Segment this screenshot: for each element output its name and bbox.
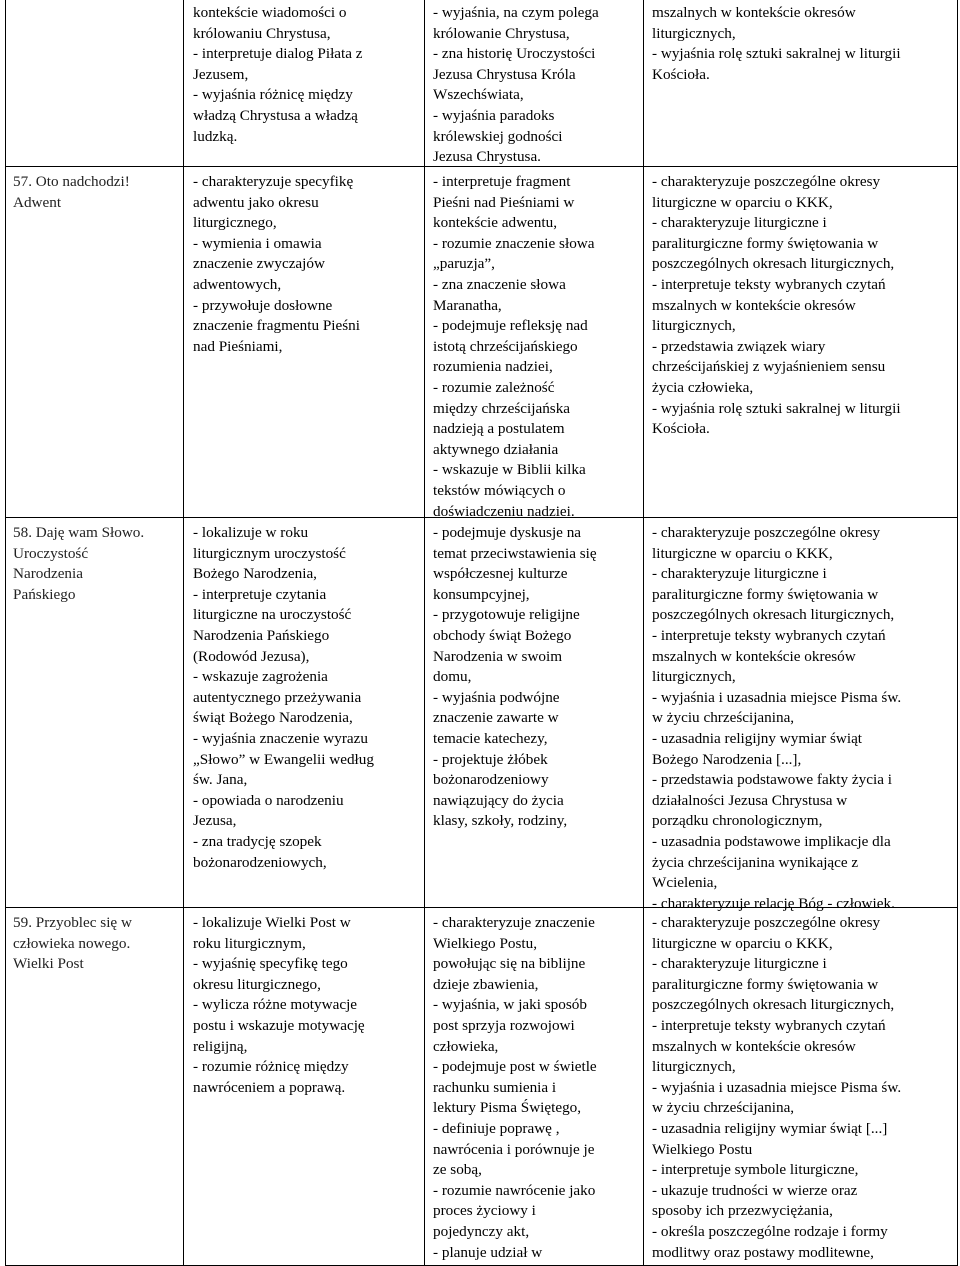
- row-2-requirements-basic: [193, 523, 415, 873]
- text-line: - charakteryzuje poszczególne okresy: [652, 524, 881, 541]
- row-1-requirements-extended: [433, 172, 633, 522]
- text-line: adwentu jako okresu: [193, 193, 319, 211]
- text-line: - interpretuje teksty wybranych czytań: [652, 1016, 886, 1034]
- text-line: poszczególnych okresach liturgicznych,: [652, 996, 895, 1014]
- text-line: istotą chrześcijańskiego: [433, 337, 578, 355]
- text-line: liturgicznych,: [652, 317, 736, 335]
- text-line: człowieka nowego.: [13, 934, 131, 952]
- text-line: okresu liturgicznego,: [193, 975, 321, 993]
- text-line: życia chrześcijanina wynikające z: [652, 853, 859, 871]
- row-3-requirements-extended: [433, 913, 633, 1263]
- text-line: - wyjaśnia rolę sztuki sakralnej w liturgii: [652, 45, 901, 63]
- text-line: Bożego Narodzenia [...],: [652, 750, 802, 768]
- text-line: - interpretuje teksty wybranych czytań: [652, 626, 886, 644]
- row-1-requirements-basic: [193, 172, 415, 357]
- text-line: chrześcijańskiej z wyjaśnieniem sensu: [652, 358, 886, 376]
- row-1-catechism-tasks: [652, 172, 952, 440]
- text-line: nad Pieśniami,: [193, 337, 283, 355]
- text-line: - charakteryzuje specyfikę: [193, 173, 354, 190]
- text-line: Wcielenia,: [652, 874, 718, 892]
- text-line: między chrześcijańska: [433, 399, 571, 417]
- text-line: - wyjaśnia i uzasadnia miejsce Pisma św.: [652, 1078, 902, 1096]
- text-line: obchody świąt Bożego: [433, 626, 572, 644]
- text-line: - planuje udział w: [433, 1243, 543, 1261]
- text-line: Narodzenia: [13, 565, 83, 583]
- text-line: pojedynczy akt,: [433, 1222, 530, 1240]
- row-3-topic: [13, 913, 171, 975]
- text-line: - rozumie nawrócenie jako: [433, 1181, 596, 1199]
- text-line: mszalnych w kontekście okresów: [652, 296, 856, 314]
- text-line: - ukazuje trudności w wierze oraz: [652, 1181, 858, 1199]
- text-line: - wyjaśnię specyfikę tego: [193, 955, 348, 973]
- text-line: znaczenie zawarte w: [433, 709, 559, 727]
- text-line: mszalnych w kontekście okresów: [652, 647, 856, 665]
- text-line: konsumpcyjnej,: [433, 585, 530, 603]
- text-line: Wielki Post: [13, 955, 84, 973]
- text-line: bożonarodzeniowych,: [193, 853, 327, 871]
- text-line: poszczególnych okresach liturgicznych,: [652, 606, 895, 624]
- text-line: Pieśni nad Pieśniami w: [433, 193, 575, 211]
- row-2-catechism-tasks: [652, 523, 952, 914]
- text-line: człowieka,: [433, 1037, 499, 1055]
- text-line: kontekście adwentu,: [433, 214, 557, 232]
- text-line: w życiu chrześcijanina,: [652, 709, 795, 727]
- text-line: w życiu chrześcijanina,: [652, 1099, 795, 1117]
- text-line: autentycznego przeżywania: [193, 688, 362, 706]
- text-line: adwentowych,: [193, 275, 282, 293]
- text-line: - wyjaśnia podwójne: [433, 688, 560, 706]
- row-0-catechism-tasks: [652, 3, 952, 85]
- text-line: Bożego Narodzenia,: [193, 565, 317, 583]
- text-line: - rozumie zależność: [433, 378, 555, 396]
- text-line: - charakteryzuje znaczenie: [433, 914, 595, 931]
- row-2-topic: [13, 523, 171, 605]
- text-line: Narodzenia w swoim: [433, 647, 563, 665]
- text-line: Jezusa Chrystusa.: [433, 148, 541, 166]
- text-line: mszalnych w kontekście okresów: [652, 1037, 856, 1055]
- text-line: władzą Chrystusa a władzą: [193, 106, 358, 124]
- text-line: doświadczeniu nadziei.: [433, 502, 575, 520]
- text-line: - przedstawia związek wiary: [652, 337, 826, 355]
- text-line: bożonarodzeniowy: [433, 771, 549, 789]
- text-line: św. Jana,: [193, 771, 248, 789]
- text-line: lektury Pisma Świętego,: [433, 1099, 582, 1117]
- text-line: 58. Daję wam Słowo.: [13, 524, 145, 541]
- row-0-requirements-extended: [433, 3, 633, 168]
- text-line: „Słowo” w Ewangelii według: [193, 750, 374, 768]
- text-line: - zna historię Uroczystości: [433, 45, 596, 63]
- text-line: - interpretuje dialog Piłata z: [193, 45, 363, 63]
- text-line: Pańskiego: [13, 585, 76, 603]
- text-line: temacie katechezy,: [433, 729, 548, 747]
- text-line: - określa poszczególne rodzaje i formy: [652, 1222, 888, 1240]
- text-line: świąt Bożego Narodzenia,: [193, 709, 353, 727]
- text-line: - podejmuje post w świetle: [433, 1058, 597, 1076]
- text-line: liturgiczne w oparciu o KKK,: [652, 193, 833, 211]
- text-line: życia człowieka,: [652, 378, 754, 396]
- text-line: - przygotowuje religijne: [433, 606, 580, 624]
- text-line: - charakteryzuje relację Bóg - człowiek.: [652, 894, 895, 912]
- text-line: Jezusa,: [193, 812, 237, 830]
- text-line: modlitwy oraz postawy modlitewne,: [652, 1243, 874, 1261]
- text-line: ludzką.: [193, 127, 238, 145]
- text-line: - zna tradycję szopek: [193, 832, 322, 850]
- column-divider: [183, 0, 184, 1266]
- text-line: - projektuje żłóbek: [433, 750, 548, 768]
- text-line: mszalnych w kontekście okresów: [652, 4, 856, 21]
- text-line: - wylicza różne motywacje: [193, 996, 358, 1014]
- text-line: - charakteryzuje liturgiczne i: [652, 565, 827, 583]
- text-line: - charakteryzuje poszczególne okresy: [652, 173, 881, 190]
- text-line: - wyjaśnia i uzasadnia miejsce Pisma św.: [652, 688, 902, 706]
- text-line: - charakteryzuje liturgiczne i: [652, 955, 827, 973]
- text-line: królowanie Chrystusa,: [433, 24, 570, 42]
- row-3-requirements-basic: [193, 913, 415, 1098]
- text-line: - interpretuje fragment: [433, 173, 571, 190]
- text-line: - interpretuje symbole liturgiczne,: [652, 1161, 859, 1179]
- column-divider: [424, 0, 425, 1266]
- text-line: tekstów mówiących o: [433, 481, 566, 499]
- row-2-requirements-extended: [433, 523, 633, 832]
- text-line: - wyjaśnia paradoks: [433, 106, 555, 124]
- text-line: - podejmuje dyskusje na: [433, 524, 582, 541]
- text-line: aktywnego działania: [433, 440, 559, 458]
- row-3-catechism-tasks: [652, 913, 952, 1263]
- text-line: Jezusa Chrystusa Króla: [433, 65, 576, 83]
- text-line: znaczenie fragmentu Pieśni: [193, 317, 360, 335]
- text-line: - podejmuje refleksję nad: [433, 317, 588, 335]
- text-line: rachunku sumienia i: [433, 1078, 557, 1096]
- text-line: ze sobą,: [433, 1161, 482, 1179]
- text-line: współczesnej kulturze: [433, 565, 568, 583]
- text-line: - rozumie znaczenie słowa: [433, 234, 595, 252]
- text-line: - przedstawia podstawowe fakty życia i: [652, 771, 892, 789]
- text-line: - lokalizuje w roku: [193, 524, 309, 541]
- text-line: królewskiej godności: [433, 127, 563, 145]
- text-line: liturgicznym uroczystość: [193, 544, 346, 562]
- text-line: - wyjaśnia znaczenie wyrazu: [193, 729, 368, 747]
- text-line: Wszechświata,: [433, 86, 524, 104]
- text-line: dzieje zbawienia,: [433, 975, 539, 993]
- text-line: klasy, szkoły, rodziny,: [433, 812, 568, 830]
- text-line: - interpretuje teksty wybranych czytań: [652, 275, 886, 293]
- text-line: - interpretuje czytania: [193, 585, 327, 603]
- text-line: postu i wskazuje motywację: [193, 1016, 365, 1034]
- text-line: temat przeciwstawienia się: [433, 544, 597, 562]
- text-line: Kościoła.: [652, 65, 710, 83]
- text-line: - wyjaśnia, na czym polega: [433, 4, 599, 21]
- text-line: (Rodowód Jezusa),: [193, 647, 310, 665]
- text-line: paraliturgiczne formy świętowania w: [652, 234, 879, 252]
- text-line: - uzasadnia religijny wymiar świąt: [652, 729, 863, 747]
- text-line: - wskazuje w Biblii kilka: [433, 461, 586, 479]
- text-line: - wyjaśnia różnicę między: [193, 86, 353, 104]
- text-line: - uzasadnia religijny wymiar świąt [...]: [652, 1119, 888, 1137]
- text-line: liturgicznego,: [193, 214, 277, 232]
- text-line: paraliturgiczne formy świętowania w: [652, 585, 879, 603]
- text-line: Maranatha,: [433, 296, 502, 314]
- row-0-requirements-basic: [193, 3, 415, 147]
- text-line: liturgicznych,: [652, 1058, 736, 1076]
- text-line: królowaniu Chrystusa,: [193, 24, 331, 42]
- text-line: działalności Jezusa Chrystusa w: [652, 791, 848, 809]
- text-line: religijną,: [193, 1037, 248, 1055]
- text-line: - przywołuje dosłowne: [193, 296, 333, 314]
- text-line: Adwent: [13, 193, 62, 211]
- text-line: liturgiczne w oparciu o KKK,: [652, 934, 833, 952]
- text-line: Wielkiego Postu,: [433, 934, 538, 952]
- text-line: paraliturgiczne formy świętowania w: [652, 975, 879, 993]
- text-line: liturgicznych,: [652, 24, 736, 42]
- text-line: nawróceniem a poprawą.: [193, 1078, 346, 1096]
- text-line: - wymienia i omawia: [193, 234, 322, 252]
- text-line: znaczenie zwyczajów: [193, 255, 325, 273]
- text-line: post sprzyja rozwojowi: [433, 1016, 575, 1034]
- text-line: 57. Oto nadchodzi!: [13, 173, 130, 190]
- text-line: porządku chronologicznym,: [652, 812, 823, 830]
- text-line: Wielkiego Postu: [652, 1140, 753, 1158]
- text-line: liturgiczne w oparciu o KKK,: [652, 544, 833, 562]
- text-line: liturgicznych,: [652, 668, 736, 686]
- text-line: 59. Przyoblec się w: [13, 914, 132, 931]
- text-line: - charakteryzuje liturgiczne i: [652, 214, 827, 232]
- text-line: Narodzenia Pańskiego: [193, 626, 330, 644]
- text-line: poszczególnych okresach liturgicznych,: [652, 255, 895, 273]
- text-line: - lokalizuje Wielki Post w: [193, 914, 351, 931]
- text-line: - wyjaśnia, w jaki sposób: [433, 996, 587, 1014]
- text-line: nawrócenia i porównuje je: [433, 1140, 595, 1158]
- text-line: Uroczystość: [13, 544, 89, 562]
- text-line: Kościoła.: [652, 420, 710, 438]
- text-line: - zna znaczenie słowa: [433, 275, 566, 293]
- text-line: nadzieją a postulatem: [433, 420, 565, 438]
- text-line: roku liturgicznym,: [193, 934, 306, 952]
- text-line: liturgiczne na uroczystość: [193, 606, 352, 624]
- text-line: - opowiada o narodzeniu: [193, 791, 344, 809]
- text-line: rozumienia nadziei,: [433, 358, 553, 376]
- text-line: proces życiowy i: [433, 1202, 536, 1220]
- text-line: Jezusem,: [193, 65, 249, 83]
- text-line: nawiązujący do życia: [433, 791, 564, 809]
- text-line: sposoby ich przezwyciężania,: [652, 1202, 833, 1220]
- text-line: „paruzja”,: [433, 255, 495, 273]
- text-line: - rozumie różnicę między: [193, 1058, 349, 1076]
- text-line: - charakteryzuje poszczególne okresy: [652, 914, 881, 931]
- text-line: - wyjaśnia rolę sztuki sakralnej w liturgii: [652, 399, 901, 417]
- column-divider: [643, 0, 644, 1266]
- text-line: domu,: [433, 668, 472, 686]
- text-line: - wskazuje zagrożenia: [193, 668, 328, 686]
- text-line: kontekście wiadomości o: [193, 4, 347, 21]
- text-line: - uzasadnia podstawowe implikacje dla: [652, 832, 891, 850]
- text-line: - definiuje poprawę ,: [433, 1119, 560, 1137]
- row-1-topic: [13, 172, 171, 213]
- text-line: powołując się na biblijne: [433, 955, 586, 973]
